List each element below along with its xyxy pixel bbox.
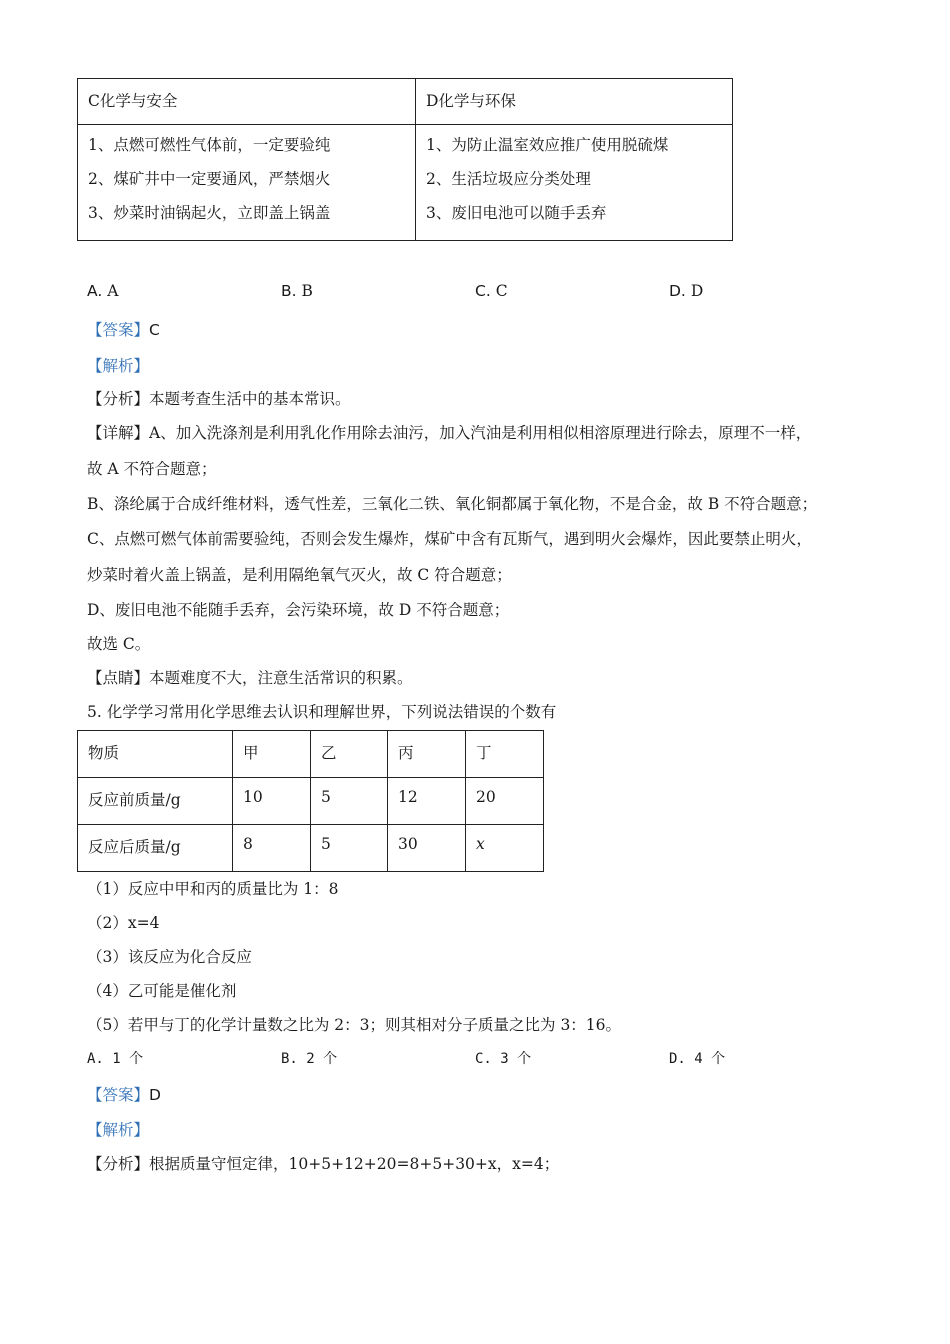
option-d: D. 4 个 bbox=[669, 1051, 726, 1067]
answer-line bbox=[87, 1083, 161, 1105]
list-item: 3、废旧电池可以随手丢弃 bbox=[426, 204, 607, 222]
answer-value: D bbox=[149, 1086, 161, 1104]
detail-line: B、涤纶属于合成纤维材料，透气性差，三氧化二铁、氧化铜都属于氧化物，不是合金，故 B 不符合题意； bbox=[87, 495, 818, 513]
mass-table bbox=[77, 730, 544, 872]
table-header-cell: 丙 bbox=[388, 731, 466, 778]
table-cell: 反应前质量/g bbox=[78, 778, 233, 825]
list-item: 2、生活垃圾应分类处理 bbox=[426, 170, 591, 188]
answer-line bbox=[87, 318, 160, 340]
table-header-cell: 乙 bbox=[311, 731, 388, 778]
statement: （3）该反应为化合反应 bbox=[87, 948, 252, 966]
question-5: 5. 化学学习常用化学思维去认识和理解世界，下列说法错误的个数有 bbox=[87, 703, 557, 721]
table-cell: 10 bbox=[233, 778, 311, 825]
option-text: B bbox=[301, 282, 313, 300]
detail-line: 故 A 不符合题意； bbox=[87, 460, 217, 478]
detail-line bbox=[87, 421, 811, 443]
fenxi-line bbox=[87, 387, 351, 409]
table-cell: 5 bbox=[311, 778, 388, 825]
option-letter: C. bbox=[475, 282, 491, 300]
dianjing-line bbox=[87, 666, 413, 688]
fenxi-tag: 【分析】 bbox=[87, 1155, 150, 1173]
table-header-c: C化学与安全 bbox=[78, 79, 416, 125]
statement: （4）乙可能是催化剂 bbox=[87, 982, 237, 1000]
option-letter: D. bbox=[669, 282, 686, 300]
table-header-cell: 物质 bbox=[78, 731, 233, 778]
fenxi-text: 本题考查生活中的基本常识。 bbox=[149, 390, 351, 408]
detail-tag: 【详解】 bbox=[87, 424, 150, 442]
option-b: B. 2 个 bbox=[281, 1051, 338, 1067]
table-cell-d bbox=[416, 125, 733, 241]
table-cell: 5 bbox=[311, 825, 388, 872]
fenxi-line bbox=[87, 1152, 559, 1174]
table-header-d: D化学与环保 bbox=[416, 79, 733, 125]
table-cell-c bbox=[78, 125, 416, 241]
list-item: 2、煤矿井中一定要通风，严禁烟火 bbox=[88, 170, 331, 188]
table-row bbox=[78, 778, 544, 825]
table-cell: x bbox=[466, 825, 544, 872]
statement: （5）若甲与丁的化学计量数之比为 2：3；则其相对分子质量之比为 3：16。 bbox=[87, 1016, 622, 1034]
detail-line: D、废旧电池不能随手丢弃，会污染环境，故 D 不符合题意； bbox=[87, 601, 510, 619]
fenxi-text: 根据质量守恒定律，10+5+12+20=8+5+30+x，x=4； bbox=[149, 1155, 560, 1173]
analysis-tag: 【解析】 bbox=[87, 1121, 150, 1139]
answer-value: C bbox=[149, 321, 160, 339]
statement: （2）x=4 bbox=[87, 914, 160, 932]
dianjing-text: 本题难度不大，注意生活常识的积累。 bbox=[149, 669, 413, 687]
option-c: C. 3 个 bbox=[475, 1051, 532, 1067]
option-text: D bbox=[690, 282, 704, 300]
answer-tag: 【答案】 bbox=[87, 321, 150, 339]
option-a: A. 1 个 bbox=[87, 1051, 144, 1067]
table-cell: 8 bbox=[233, 825, 311, 872]
table-header-cell: 甲 bbox=[233, 731, 311, 778]
detail-text: A、加入洗涤剂是利用乳化作用除去油污，加入汽油是利用相似相溶原理进行除去，原理不一样， bbox=[149, 424, 812, 442]
option-c bbox=[475, 282, 508, 300]
analysis-tag: 【解析】 bbox=[87, 357, 150, 375]
table-cell: 20 bbox=[466, 778, 544, 825]
table-cell: 反应后质量/g bbox=[78, 825, 233, 872]
table-cell: 30 bbox=[388, 825, 466, 872]
list-item: 1、为防止温室效应推广使用脱硫煤 bbox=[426, 136, 669, 154]
list-item: 3、炒菜时油锅起火，立即盖上锅盖 bbox=[88, 204, 331, 222]
option-letter: A. bbox=[87, 282, 103, 300]
table-row bbox=[78, 825, 544, 872]
option-d bbox=[669, 282, 703, 300]
table-cell: 12 bbox=[388, 778, 466, 825]
option-letter: B. bbox=[281, 282, 297, 300]
answer-tag: 【答案】 bbox=[87, 1086, 150, 1104]
detail-line: C、点燃可燃气体前需要验纯，否则会发生爆炸，煤矿中含有瓦斯气，遇到明火会爆炸，因此要禁止明火， bbox=[87, 530, 812, 548]
option-text: A bbox=[107, 282, 119, 300]
detail-line: 炒菜时着火盖上锅盖，是利用隔绝氧气灭火，故 C 符合题意； bbox=[87, 566, 512, 584]
list-item: 1、点燃可燃性气体前，一定要验纯 bbox=[88, 136, 331, 154]
statement: （1）反应中甲和丙的质量比为 1：8 bbox=[87, 880, 339, 898]
table-header-cell: 丁 bbox=[466, 731, 544, 778]
fenxi-tag: 【分析】 bbox=[87, 390, 150, 408]
option-a bbox=[87, 282, 118, 300]
comparison-table bbox=[77, 78, 733, 241]
dianjing-tag: 【点睛】 bbox=[87, 669, 150, 687]
option-text: C bbox=[495, 282, 508, 300]
option-b bbox=[281, 282, 313, 300]
conclusion: 故选 C。 bbox=[87, 635, 151, 653]
